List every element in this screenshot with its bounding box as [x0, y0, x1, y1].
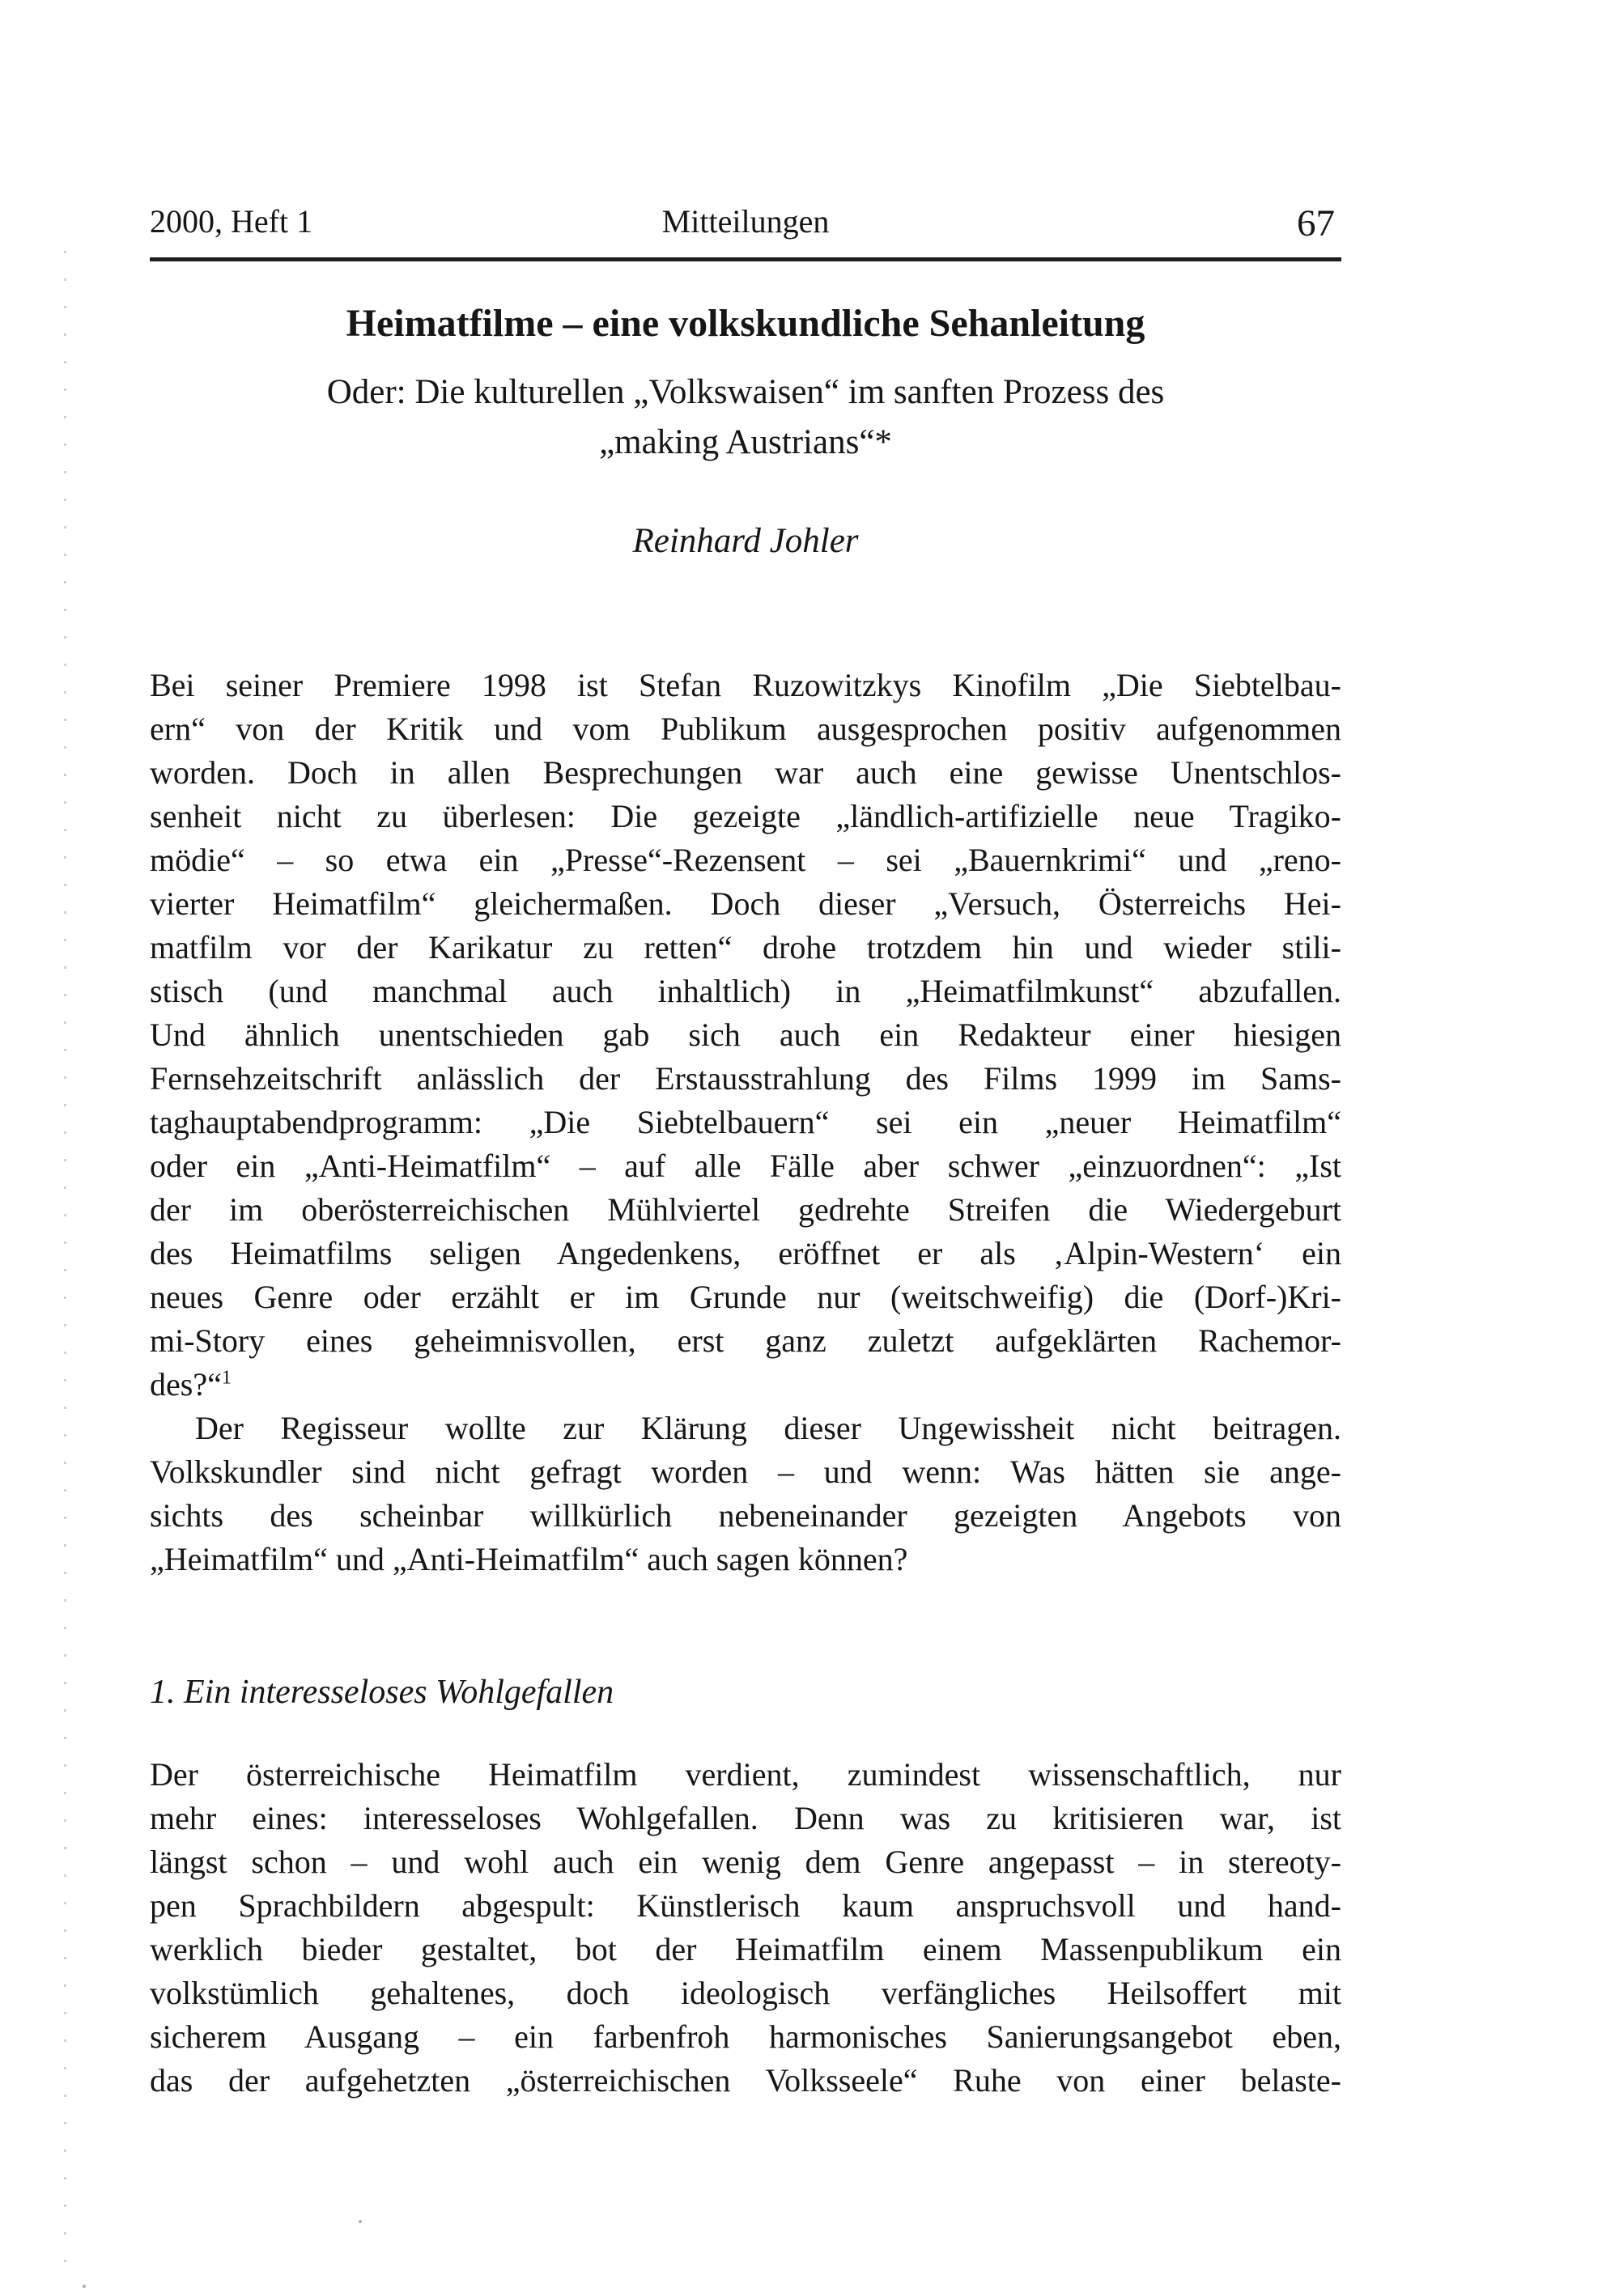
body-line: sichts des scheinbar willkürlich nebeneinander gezeigten Angebots von [150, 1497, 1341, 1534]
body-line: des Heimatfilms seligen Angedenkens, eröffnet er als ‚Alpin-Western‘ ein [150, 1235, 1341, 1271]
body-line: senheit nicht zu überlesen: Die gezeigte „ländlich-artifizielle neue Tragiko- [150, 798, 1341, 834]
header-issue: 2000, Heft 1 [150, 203, 313, 240]
body-line: mödie“ – so etwa ein „Presse“-Rezensent – sei „Bauernkrimi“ und „reno- [150, 842, 1341, 878]
section-heading: 1. Ein interesseloses Wohlgefallen [150, 1674, 614, 1711]
body-line: längst schon – und wohl auch ein wenig dem Genre angepasst – in stereoty- [150, 1844, 1341, 1880]
body-line: mi-Story eines geheimnisvollen, erst ganz zuletzt aufgeklärten Rachemor- [150, 1322, 1341, 1359]
footnote-reference: 1 [221, 1367, 232, 1389]
article-title: Heimatfilme – eine volkskundliche Sehanleitung [346, 302, 1145, 345]
body-line: Der österreichische Heimatfilm verdient, zumindest wissenschaftlich, nur [150, 1756, 1341, 1793]
page-header [150, 202, 1341, 244]
subtitle-line-1: Oder: Die kulturellen „Volkswaisen“ im sanften Prozess des [326, 373, 1165, 411]
body-line: worden. Doch in allen Besprechungen war auch eine gewisse Unentschlos- [150, 754, 1341, 791]
scan-artifact-dotted-line [64, 251, 66, 2274]
paragraph-2 [150, 1407, 1341, 1581]
body-line: stisch (und manchmal auch inhaltlich) in „Heimatfilmkunst“ abzufallen. [150, 973, 1341, 1009]
body-line: werklich bieder gestaltet, bot der Heimatfilm einem Massenpublikum ein [150, 1931, 1341, 1967]
body-line: „Heimatfilm“ und „Anti-Heimatfilm“ auch sagen können? [150, 1541, 908, 1577]
body-line: mehr eines: interesseloses Wohlgefallen. Denn was zu kritisieren war, ist [150, 1800, 1341, 1836]
body-line-with-footnote [150, 1363, 1341, 1407]
body-line: oder ein „Anti-Heimatfilm“ – auf alle Fälle aber schwer „einzuordnen“: „Ist [150, 1148, 1341, 1184]
body-line: Bei seiner Premiere 1998 ist Stefan Ruzowitzkys Kinofilm „Die Siebtelbau- [150, 667, 1341, 703]
body-line: pen Sprachbildern abgespult: Künstlerisch kaum anspruchsvoll und hand- [150, 1887, 1341, 1924]
body-line: matfilm vor der Karikatur zu retten“ drohe trotzdem hin und wieder stili- [150, 929, 1341, 966]
subtitle-line-2: „making Austrians“* [599, 423, 892, 461]
scan-speck [83, 2285, 86, 2288]
paragraph-1 [150, 664, 1341, 1407]
body-line: volkstümlich gehaltenes, doch ideologisch verfängliches Heilsoffert mit [150, 1975, 1341, 2011]
header-journal-title: Mitteilungen [661, 203, 830, 240]
body-line: Der Regisseur wollte zur Klärung dieser Ungewissheit nicht beitragen. [195, 1410, 1341, 1446]
header-page-number: 67 [1297, 202, 1335, 244]
author-name: Reinhard Johler [632, 522, 859, 560]
body-line: der im oberösterreichischen Mühlviertel gedrehte Streifen die Wiedergeburt [150, 1191, 1341, 1228]
scan-speck [359, 2220, 362, 2223]
article-body [150, 664, 1341, 2103]
header-rule [150, 257, 1341, 261]
body-line: sicherem Ausgang – ein farbenfroh harmonisches Sanierungsangebot eben, [150, 2018, 1341, 2055]
body-line: Volkskundler sind nicht gefragt worden – und wenn: Was hätten sie ange- [150, 1454, 1341, 1490]
body-line: Und ähnlich unentschieden gab sich auch ein Redakteur einer hiesigen [150, 1016, 1341, 1053]
article-subtitle [150, 367, 1341, 468]
body-line: taghauptabendprogramm: „Die Siebtelbauern“ sei ein „neuer Heimatfilm“ [150, 1104, 1341, 1140]
body-line-text: des?“ [150, 1366, 222, 1403]
body-line: vierter Heimatfilm“ gleichermaßen. Doch dieser „Versuch, Österreichs Hei- [150, 885, 1341, 922]
paragraph-3 [150, 1753, 1341, 2103]
body-line: das der aufgehetzten „österreichischen Volksseele“ Ruhe von einer belaste- [150, 2062, 1341, 2099]
body-line: ern“ von der Kritik und vom Publikum ausgesprochen positiv aufgenommen [150, 711, 1341, 747]
body-line: neues Genre oder erzählt er im Grunde nur (weitschweifig) die (Dorf-)Kri- [150, 1279, 1341, 1315]
body-line: Fernsehzeitschrift anlässlich der Erstausstrahlung des Films 1999 im Sams- [150, 1060, 1341, 1097]
